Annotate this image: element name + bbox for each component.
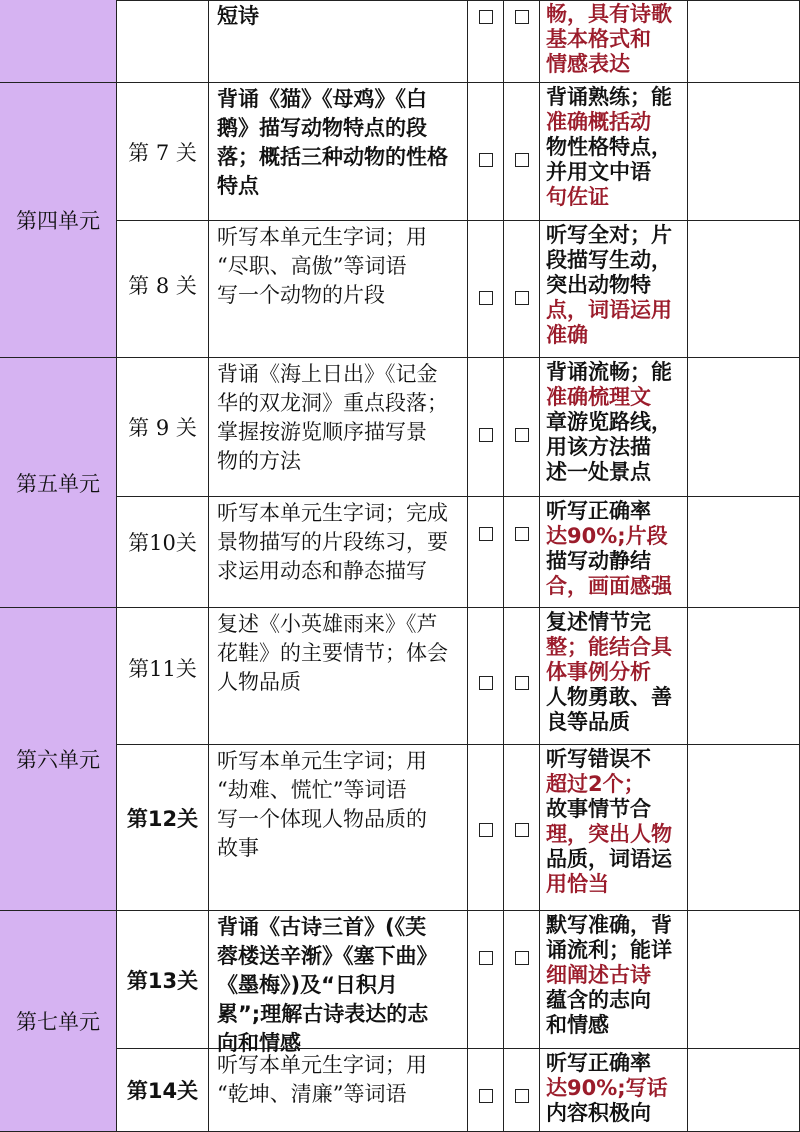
unit-cell — [0, 608, 117, 911]
standard-text-highlight: 畅，具有诗歌 — [546, 2, 672, 26]
unit-name: 第四单元 — [16, 209, 100, 233]
standard-text: 复述情节完 — [546, 610, 651, 634]
self-check-cell — [468, 608, 504, 745]
standard-text: 物性格特点， — [546, 135, 672, 159]
self-check-checkbox[interactable] — [479, 428, 493, 442]
remark-cell[interactable] — [688, 358, 800, 497]
standard-line — [546, 685, 685, 710]
standard-cell — [540, 745, 688, 911]
task-line: 背诵《猫》《母鸡》《白 — [217, 87, 427, 111]
standard-cell — [540, 911, 688, 1049]
level-cell — [117, 83, 209, 221]
standard-text: 并用文中语 — [546, 160, 651, 184]
standard-text-highlight: 超过2个； — [546, 772, 645, 796]
standard-text-highlight: 准确梳理文 — [546, 385, 651, 409]
standard-line — [546, 1051, 685, 1076]
task-line: 景物描写的片段练习，要 — [217, 530, 448, 554]
unit-name: 第七单元 — [16, 1010, 100, 1034]
standard-line — [546, 323, 685, 348]
standard-text-highlight: 点，词语运用 — [546, 298, 672, 322]
level-label: 第10关 — [128, 531, 197, 555]
standard-text: 和情感 — [546, 1013, 609, 1037]
standard-line — [546, 435, 685, 460]
parent-check-checkbox[interactable] — [515, 823, 529, 837]
task-line: 写一个动物的片段 — [217, 283, 385, 307]
standard-cell — [540, 608, 688, 745]
unit-name: 第六单元 — [16, 748, 100, 772]
remark-cell[interactable] — [688, 745, 800, 911]
unit-cell — [0, 83, 117, 358]
self-check-cell — [468, 911, 504, 1049]
task-line: 人物品质 — [217, 670, 301, 694]
self-check-checkbox[interactable] — [479, 10, 493, 24]
task-line: “乾坤、清廉”等词语 — [217, 1082, 407, 1106]
level-label: 第 7 关 — [128, 140, 197, 165]
standard-line — [546, 160, 685, 185]
level-cell — [117, 911, 209, 1049]
standard-line — [546, 635, 685, 660]
standard-text-highlight: 整；能结合具 — [546, 635, 672, 659]
standard-text-highlight: 合，画面感强 — [546, 574, 672, 598]
standard-text-highlight: 准确概括动 — [546, 110, 651, 134]
standard-line — [546, 797, 685, 822]
level-cell — [117, 497, 209, 608]
standard-line — [546, 185, 685, 210]
parent-check-cell — [504, 358, 540, 497]
parent-check-cell — [504, 745, 540, 911]
level-label: 第 8 关 — [128, 274, 197, 298]
standard-line — [546, 27, 685, 52]
task-line: 听写本单元生字词；用 — [217, 749, 427, 773]
unit-name: 第五单元 — [16, 471, 100, 496]
standard-text: 听写正确率 — [546, 499, 651, 523]
self-check-checkbox[interactable] — [479, 1089, 493, 1103]
standard-cell — [540, 83, 688, 221]
standard-line — [546, 610, 685, 635]
self-check-cell — [468, 0, 504, 83]
parent-check-cell — [504, 1049, 540, 1132]
standard-text-highlight: 达90%;片段 — [546, 524, 668, 548]
parent-check-checkbox[interactable] — [515, 153, 529, 167]
standard-line — [546, 2, 685, 27]
standard-text: 默写准确，背 — [546, 913, 672, 937]
task-cell — [209, 497, 468, 608]
remark-cell[interactable] — [688, 83, 800, 221]
standard-line — [546, 1101, 685, 1126]
task-line: 短诗 — [217, 4, 259, 28]
task-line: 故事 — [217, 836, 259, 860]
standard-text: 听写正确率 — [546, 1051, 651, 1075]
standard-line — [546, 1013, 685, 1038]
level-cell — [117, 1049, 209, 1132]
standard-text: 良等品质 — [546, 710, 630, 734]
remark-cell[interactable] — [688, 1049, 800, 1132]
standard-line — [546, 410, 685, 435]
task-cell — [209, 221, 468, 358]
task-line: 物的方法 — [217, 449, 301, 473]
task-cell — [209, 0, 468, 83]
standard-line — [546, 847, 685, 872]
task-line: 特点 — [217, 174, 259, 198]
level-cell — [117, 358, 209, 497]
standard-line — [546, 574, 685, 599]
parent-check-checkbox[interactable] — [515, 428, 529, 442]
standard-line — [546, 135, 685, 160]
standard-text: 用该方法描 — [546, 435, 651, 459]
task-line: 听写本单元生字词；用 — [217, 225, 427, 249]
task-cell — [209, 358, 468, 497]
standard-line — [546, 223, 685, 248]
standard-cell — [540, 358, 688, 497]
task-cell — [209, 83, 468, 221]
standard-line — [546, 248, 685, 273]
task-cell — [209, 1049, 468, 1132]
standard-line — [546, 938, 685, 963]
task-cell — [209, 608, 468, 745]
standard-text: 背诵流畅；能 — [546, 360, 672, 384]
parent-check-cell — [504, 83, 540, 221]
self-check-cell — [468, 358, 504, 497]
standard-text-highlight: 用恰当 — [546, 872, 609, 896]
standard-line — [546, 988, 685, 1013]
standard-text-highlight: 情感表达 — [546, 52, 630, 76]
remark-cell[interactable] — [688, 911, 800, 1049]
task-line: 掌握按游览顺序描写景 — [217, 420, 427, 444]
parent-check-checkbox[interactable] — [515, 527, 529, 541]
parent-check-cell — [504, 911, 540, 1049]
standard-text: 突出动物特 — [546, 273, 651, 297]
level-cell — [117, 608, 209, 745]
task-line: 蓉楼送辛渐》《塞下曲》 — [217, 944, 438, 968]
standard-text: 听写全对；片 — [546, 223, 672, 247]
task-line: 听写本单元生字词；用 — [217, 1053, 427, 1077]
standard-text: 述一处景点 — [546, 460, 651, 484]
remark-cell[interactable] — [688, 608, 800, 745]
self-check-checkbox[interactable] — [479, 527, 493, 541]
task-cell — [209, 911, 468, 1055]
level-label: 第14关 — [126, 1079, 199, 1103]
parent-check-cell — [504, 0, 540, 83]
parent-check-checkbox[interactable] — [515, 10, 529, 24]
standard-line — [546, 385, 685, 410]
level-cell — [117, 0, 209, 83]
parent-check-checkbox[interactable] — [515, 291, 529, 305]
standard-text: 内容积极向 — [546, 1101, 651, 1125]
level-cell — [117, 221, 209, 358]
standard-line — [546, 772, 685, 797]
standard-text: 故事情节合 — [546, 797, 651, 821]
task-line: 写一个体现人物品质的 — [217, 807, 427, 831]
task-line: 花鞋》的主要情节；体会 — [217, 641, 448, 665]
unit-cell — [0, 911, 117, 1132]
standard-line — [546, 499, 685, 524]
standard-line — [546, 273, 685, 298]
task-line: 《墨梅》)及“日积月 — [217, 973, 398, 997]
unit-cell — [0, 358, 117, 608]
standard-line — [546, 298, 685, 323]
self-check-checkbox[interactable] — [479, 153, 493, 167]
level-label: 第12关 — [126, 806, 199, 831]
level-label: 第13关 — [126, 968, 199, 993]
parent-check-cell — [504, 497, 540, 608]
standard-text: 品质，词语运 — [546, 847, 672, 871]
level-label: 第11关 — [128, 657, 197, 681]
standard-cell — [540, 221, 688, 358]
self-check-checkbox[interactable] — [479, 951, 493, 965]
standard-line — [546, 747, 685, 772]
remark-cell[interactable] — [688, 0, 800, 83]
self-check-cell — [468, 83, 504, 221]
self-check-cell — [468, 1049, 504, 1132]
standard-line — [546, 822, 685, 847]
standard-line — [546, 85, 685, 110]
standard-text: 章游览路线， — [546, 410, 672, 434]
task-line: 背诵《海上日出》《记金 — [217, 362, 438, 386]
task-line: “尽职、高傲”等词语 — [217, 254, 407, 278]
standard-line — [546, 710, 685, 735]
task-cell — [209, 745, 468, 911]
standard-text: 描写动静结 — [546, 549, 651, 573]
standard-line — [546, 460, 685, 485]
task-line: “劫难、慌忙”等词语 — [217, 778, 407, 802]
standard-text-highlight: 理，突出人物 — [546, 822, 672, 846]
standard-text-highlight: 准确 — [546, 323, 588, 347]
self-check-checkbox[interactable] — [479, 823, 493, 837]
standard-text-highlight: 体事例分析 — [546, 660, 651, 684]
self-check-checkbox[interactable] — [479, 676, 493, 690]
standard-line — [546, 110, 685, 135]
remark-cell[interactable] — [688, 497, 800, 608]
parent-check-checkbox[interactable] — [515, 951, 529, 965]
standard-text-highlight: 细阐述古诗 — [546, 963, 651, 987]
standard-line — [546, 660, 685, 685]
parent-check-checkbox[interactable] — [515, 676, 529, 690]
self-check-cell — [468, 497, 504, 608]
standard-text: 背诵熟练；能 — [546, 85, 672, 109]
standard-text: 诵流利；能详 — [546, 938, 672, 962]
task-line: 向和情感 — [217, 1031, 301, 1055]
standard-text-highlight: 达90%;写话 — [546, 1076, 668, 1100]
standard-line — [546, 963, 685, 988]
task-line: 华的双龙洞》重点段落； — [217, 391, 448, 415]
parent-check-cell — [504, 608, 540, 745]
self-check-cell — [468, 221, 504, 358]
level-label: 第 9 关 — [128, 416, 197, 440]
standard-text: 蕴含的志向 — [546, 988, 651, 1012]
task-line: 听写本单元生字词；完成 — [217, 501, 448, 525]
task-line: 求运用动态和静态描写 — [217, 559, 427, 583]
level-cell — [117, 745, 209, 911]
standard-text: 听写错误不 — [546, 747, 651, 771]
standard-line — [546, 913, 685, 938]
task-line: 落；概括三种动物的性格 — [217, 145, 448, 169]
standard-line — [546, 872, 685, 897]
standard-cell — [540, 1049, 688, 1132]
standard-text: 人物勇敢、善 — [546, 685, 672, 709]
standard-line — [546, 549, 685, 574]
task-line: 累”;理解古诗表达的志 — [217, 1002, 429, 1026]
self-check-checkbox[interactable] — [479, 291, 493, 305]
standard-cell — [540, 497, 688, 608]
standard-text: 段描写生动， — [546, 248, 672, 272]
standard-line — [546, 1076, 685, 1101]
parent-check-cell — [504, 221, 540, 358]
standard-text-highlight: 基本格式和 — [546, 27, 651, 51]
unit-cell-continued — [0, 0, 117, 83]
standard-text-highlight: 句佐证 — [546, 185, 609, 209]
standard-line — [546, 524, 685, 549]
standard-cell — [540, 0, 688, 83]
task-line: 鹅》描写动物特点的段 — [217, 116, 427, 140]
remark-cell[interactable] — [688, 221, 800, 358]
parent-check-checkbox[interactable] — [515, 1089, 529, 1103]
standard-line — [546, 52, 685, 77]
standard-line — [546, 360, 685, 385]
task-line: 复述《小英雄雨来》《芦 — [217, 612, 438, 636]
task-line: 背诵《古诗三首》(《芙 — [217, 915, 427, 939]
self-check-cell — [468, 745, 504, 911]
